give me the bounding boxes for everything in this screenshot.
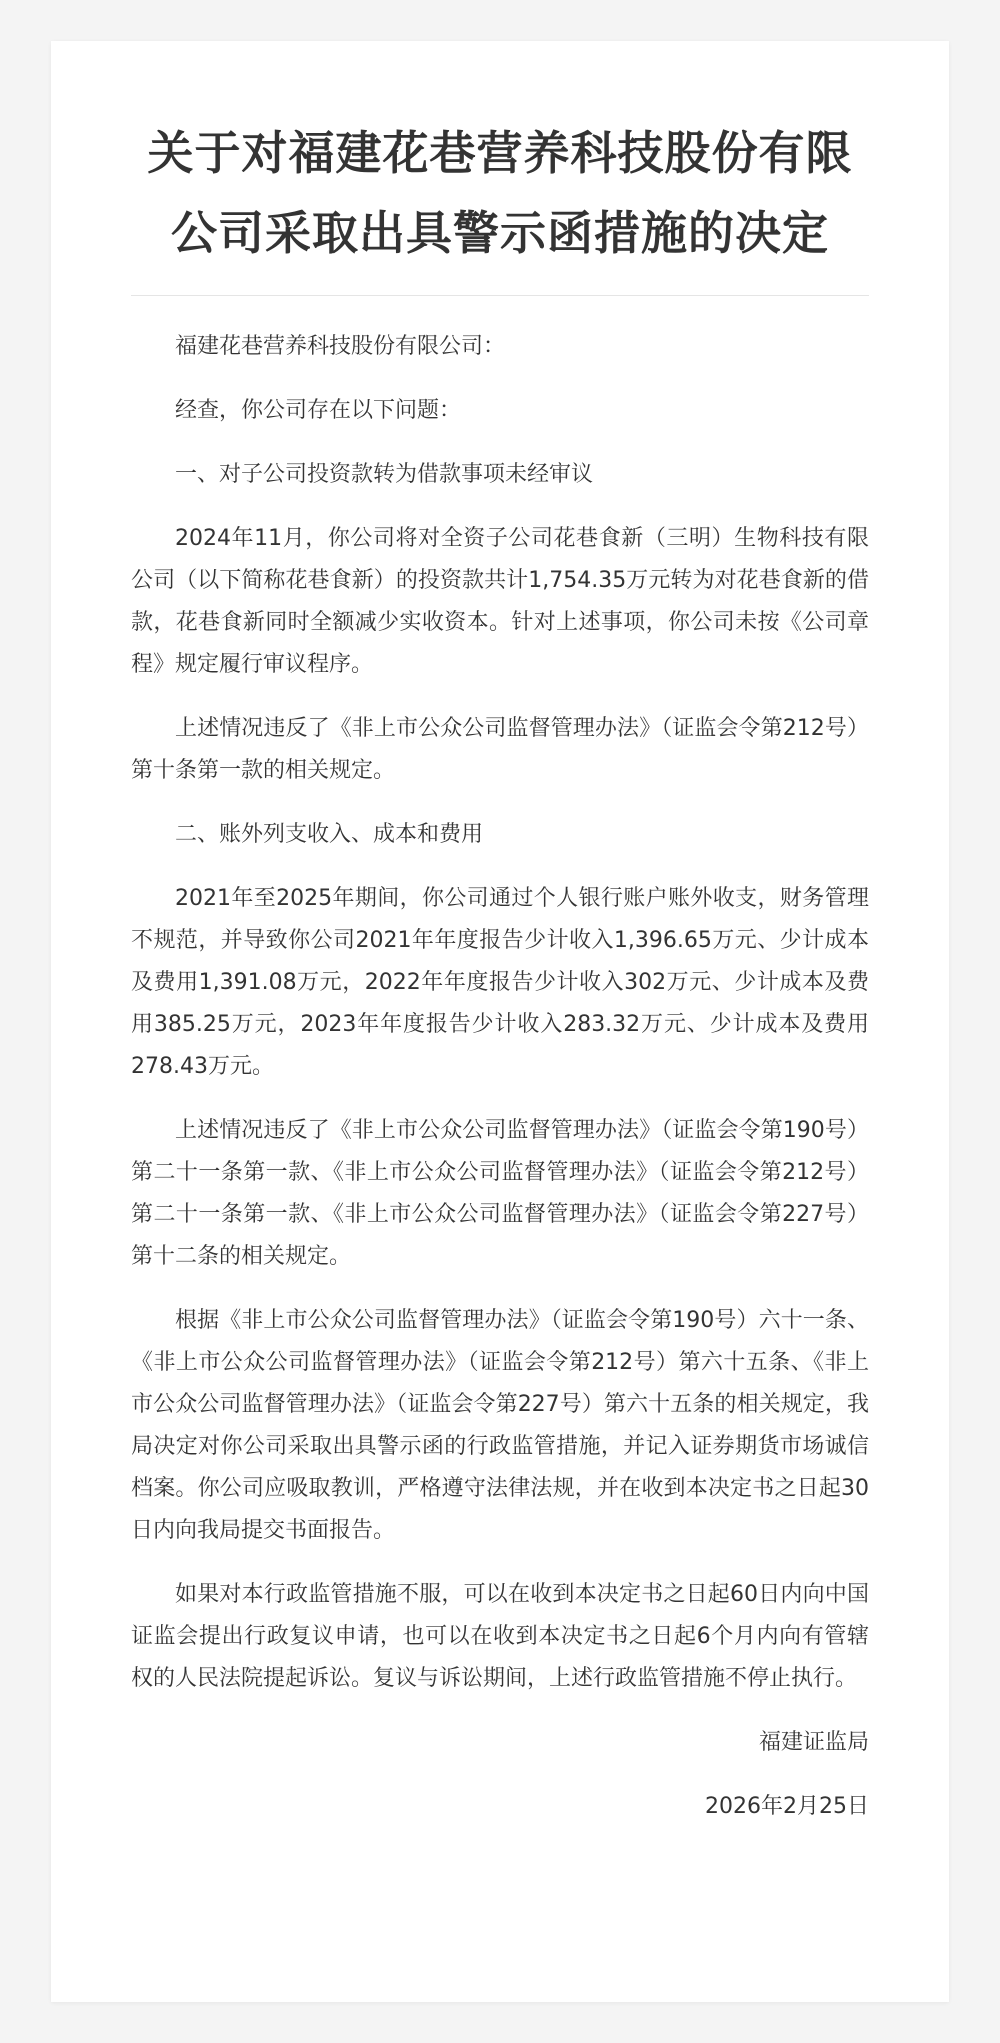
section-heading-2: 二、账外列支收入、成本和费用 xyxy=(175,822,484,847)
paragraph-appeal: 如果对本行政监管措施不服，可以在收到本决定书之日起60日内向中国证监会提出行政复议申请，也可以在收到本决定书之日起6个月内向有管辖权的人民法院提起诉讼。复议与诉讼期间，上述行政监管措施不停止执行。 xyxy=(131,1582,869,1691)
paragraph-intro: 经查，你公司存在以下问题： xyxy=(175,398,462,423)
signature-date: 2026年2月25日 xyxy=(705,1794,869,1819)
paragraph-decision: 根据《非上市公众公司监督管理办法》（证监会令第190号）六十一条、《非上市公众公司监督管理办法》（证监会令第212号）第六十五条、《非上市公众公司监督管理办法》（证监会令第227号）第六十五条的相关规定，我局决定对你公司采取出具警示函的行政监管措施，并记入证券期货市场诚信档案。你公司应吸取教训，严格遵守法律法规，并在收到本决定书之日起30日内向我局提交书面报告。 xyxy=(131,1308,869,1543)
addressee: 福建花巷营养科技股份有限公司： xyxy=(175,334,506,359)
document-body xyxy=(131,326,869,1828)
paragraph-issue-1: 2024年11月，你公司将对全资子公司花巷食新（三明）生物科技有限公司（以下简称花巷食新）的投资款共计1,754.35万元转为对花巷食新的借款，花巷食新同时全额减少实收资本。针对上述事项，你公司未按《公司章程》规定履行审议程序。 xyxy=(131,526,869,677)
paragraph-violation-2: 上述情况违反了《非上市公众公司监督管理办法》（证监会令第190号）第二十一条第一款、《非上市公众公司监督管理办法》（证监会令第212号）第二十一条第一款、《非上市公众公司监督管理办法》（证监会令第227号）第十二条的相关规定。 xyxy=(131,1118,869,1269)
paragraph-issue-2: 2021年至2025年期间，你公司通过个人银行账户账外收支，财务管理不规范，并导致你公司2021年年度报告少计收入1,396.65万元、少计成本及费用1,391.08万元，2022年年度报告少计收入302万元、少计成本及费用385.25万元，2023年年度报告少计收入283.32万元、少计成本及费用278.43万元。 xyxy=(131,886,869,1079)
document-card xyxy=(51,41,949,2002)
section-heading-1: 一、对子公司投资款转为借款事项未经审议 xyxy=(175,462,594,487)
signature-issuer: 福建证监局 xyxy=(758,1730,869,1755)
page-title: 关于对福建花巷营养科技股份有限公司采取出具警示函措施的决定 xyxy=(131,113,869,296)
paragraph-violation-1: 上述情况违反了《非上市公众公司监督管理办法》（证监会令第212号）第十条第一款的相关规定。 xyxy=(131,716,869,783)
